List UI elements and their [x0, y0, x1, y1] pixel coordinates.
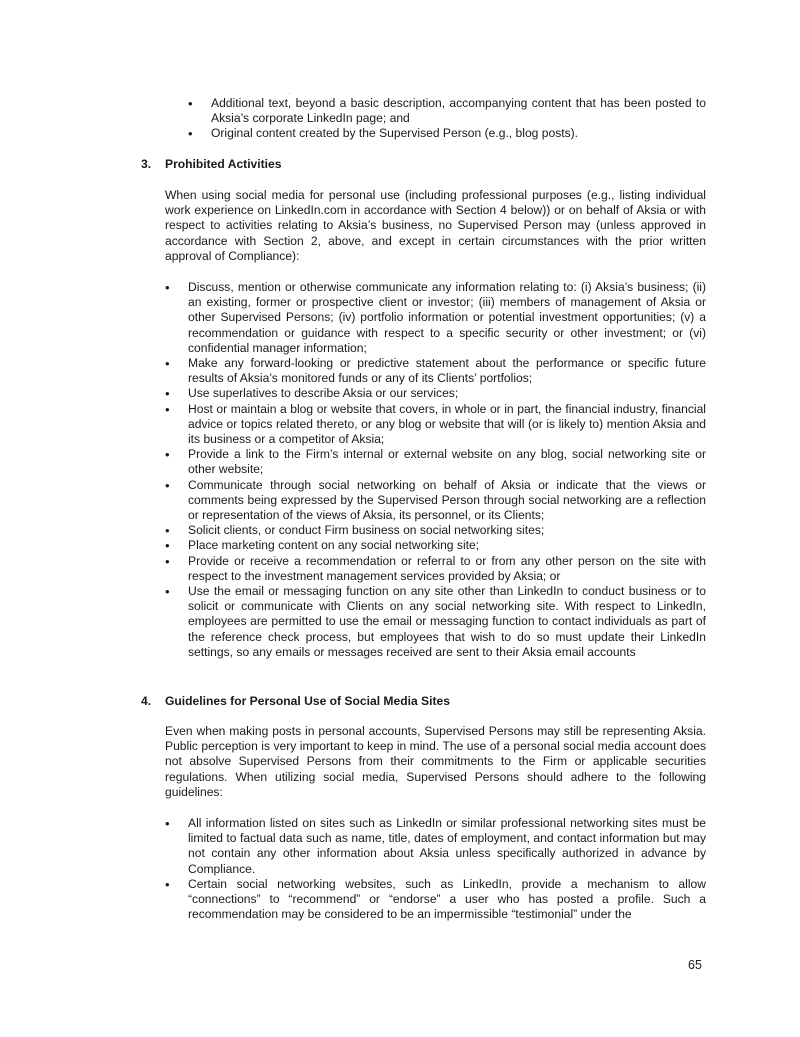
- section-number: 3.: [141, 157, 152, 171]
- bullet-text: Use the email or messaging function on any site other than LinkedIn to conduct business or to solicit or communicate with Clients on any social networking site. With respect to LinkedIn, employees are permitted to use the email or messaging function to contact individuals as part of the reference check process, but employees that wish to do so must update their LinkedIn settings, so any emails or messages received are sent to their Aksia email accounts: [188, 584, 706, 659]
- stray-mark: .: [289, 90, 291, 96]
- bullet-icon: •: [165, 447, 170, 463]
- bullet-text: Original content created by the Supervised Person (e.g., blog posts).: [211, 126, 579, 141]
- list-item: [165, 554, 706, 584]
- bullet-text: Provide or receive a recommendation or referral to or from any other person on the site with respect to the investment management services provided by Aksia; or: [188, 553, 706, 583]
- guidelines-list: [165, 816, 706, 922]
- section-number: 4.: [141, 694, 152, 708]
- list-item: [165, 584, 706, 660]
- bullet-text: Provide a link to the Firm’s internal or external website on any blog, social networking site or other website;: [188, 447, 706, 477]
- section-3-heading: [141, 157, 281, 172]
- bullet-icon: •: [165, 876, 170, 892]
- section-title: Guidelines for Personal Use of Social Media Sites: [165, 694, 450, 708]
- list-item: [165, 816, 706, 877]
- bullet-icon: •: [165, 553, 170, 569]
- bullet-text: All information listed on sites such as LinkedIn or similar professional networking sites must be limited to factual data such as name, title, dates of employment, and contact information but may not contain any other information about Aksia unless specifically authorized in advance by Compliance.: [188, 816, 706, 876]
- bullet-text: Use superlatives to describe Aksia or our services;: [188, 386, 459, 401]
- bullet-icon: •: [188, 96, 193, 111]
- bullet-icon: •: [165, 538, 170, 554]
- bullet-icon: •: [165, 584, 170, 600]
- bullet-text: Solicit clients, or conduct Firm business on social networking sites;: [188, 523, 545, 538]
- continued-bullet-list: [188, 96, 706, 142]
- list-item: [165, 877, 706, 923]
- list-item: [165, 447, 706, 477]
- bullet-icon: •: [165, 816, 170, 831]
- bullet-icon: •: [165, 477, 170, 493]
- bullet-icon: •: [165, 386, 170, 402]
- bullet-icon: •: [165, 401, 170, 417]
- list-item: [165, 478, 706, 524]
- bullet-icon: •: [165, 356, 170, 372]
- bullet-icon: •: [165, 280, 170, 295]
- section-4-heading: [141, 694, 450, 709]
- section-3-intro: When using social media for personal use (including professional purposes (e.g., listing individual work experience on LinkedIn.com in accordance with Section 4 below)) or on behalf of Aksia or with respect to activities relating to Aksia’s business, no Supervised Person may (unless approved in accordance with Section 2, above, and except in certain circumstances with the prior written approval of Compliance):: [165, 188, 706, 263]
- bullet-text: Discuss, mention or otherwise communicate any information relating to: (i) Aksia’s business; (ii) an existing, former or prospective client or investor; (iii) members of management of Aksia or other Supervised Persons; (iv) portfolio information or potential investment opportunities; (v) a recommendation or guidance with respect to a specific security or other investment; or (vi) confidential manager information;: [188, 280, 706, 355]
- section-title: Prohibited Activities: [165, 157, 282, 171]
- section-4-intro: Even when making posts in personal accounts, Supervised Persons may still be representing Aksia. Public perception is very important to keep in mind. The use of a personal social media account does not absolve Supervised Persons from their commitments to the Firm or applicable securities regulations. When utilizing social media, Supervised Persons should adhere to the following guidelines:: [165, 724, 706, 799]
- list-item: [188, 96, 706, 126]
- list-item: [165, 356, 706, 386]
- list-item: [165, 386, 706, 401]
- bullet-text: Communicate through social networking on behalf of Aksia or indicate that the views or comments being expressed by the Supervised Person through social networking are a reflection or representation of the views of Aksia, its personnel, or its Clients;: [188, 477, 706, 523]
- list-item: [165, 523, 706, 538]
- list-item: [188, 126, 706, 141]
- bullet-icon: •: [188, 126, 193, 142]
- bullet-text: Place marketing content on any social networking site;: [188, 538, 480, 553]
- bullet-icon: •: [165, 523, 170, 539]
- bullet-text: Make any forward-looking or predictive statement about the performance or specific future results of Aksia’s monitored funds or any of its Clients’ portfolios;: [188, 356, 706, 386]
- list-item: [165, 538, 706, 553]
- bullet-text: Additional text, beyond a basic description, accompanying content that has been posted to Aksia’s corporate LinkedIn page; and: [211, 96, 706, 126]
- list-item: [165, 402, 706, 448]
- bullet-text: Host or maintain a blog or website that covers, in whole or in part, the financial industry, financial advice or topics related thereto, or any blog or website that will (or is likely to) mention Aksia and its business or a competitor of Aksia;: [188, 401, 706, 447]
- prohibited-activities-list: [165, 280, 706, 660]
- list-item: [165, 280, 706, 356]
- page-number: 65: [688, 958, 702, 972]
- bullet-text: Certain social networking websites, such as LinkedIn, provide a mechanism to allow “connections” to “recommend” or “endorse” a user who has posted a profile. Such a recommendation may be considered to be an impermissible “testimonial” under the: [188, 876, 706, 922]
